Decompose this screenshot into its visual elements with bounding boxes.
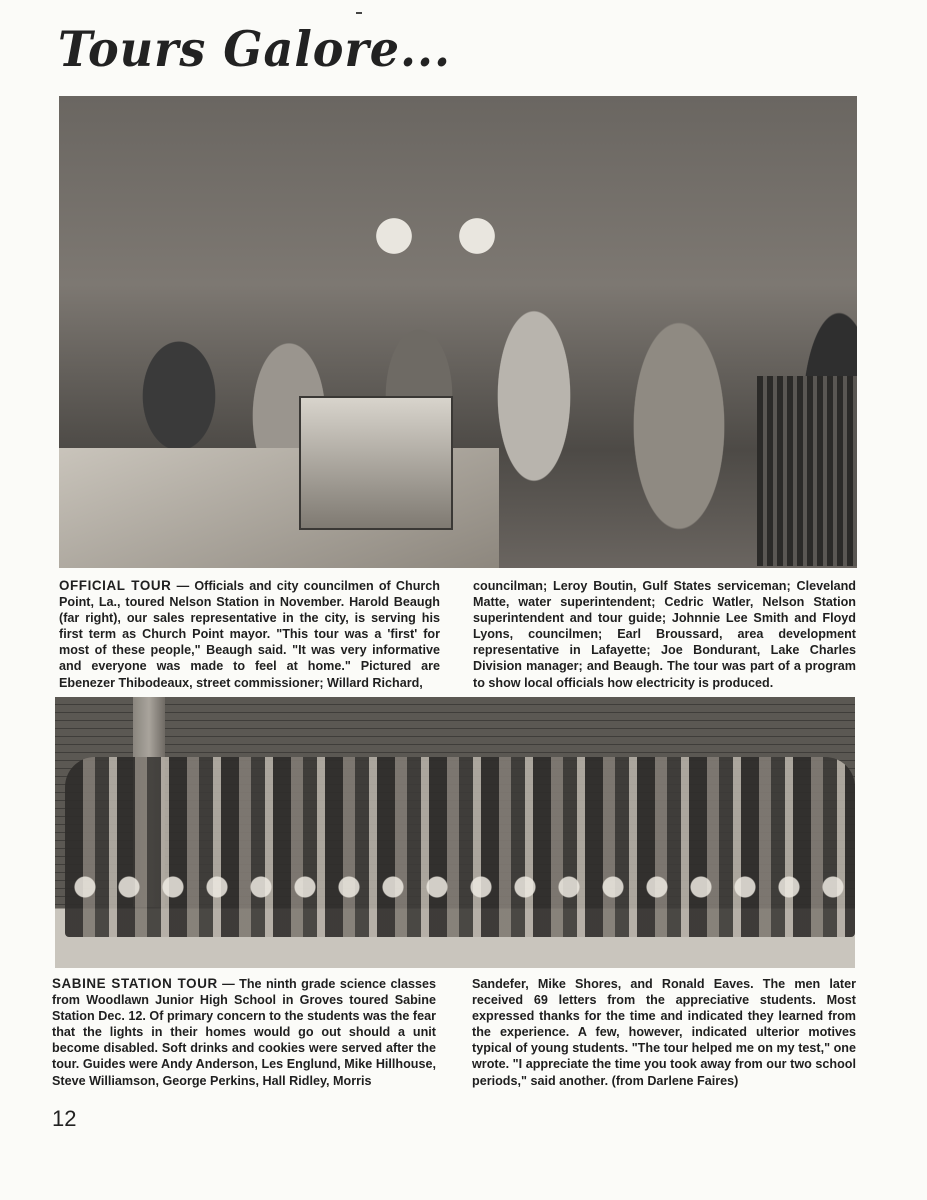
- photo-official-tour: [59, 96, 857, 568]
- caption-lead: SABINE STATION TOUR: [52, 976, 218, 991]
- caption-official-tour-left: [59, 578, 440, 691]
- page-title: Tours Galore...: [58, 20, 452, 78]
- caption-text: The ninth grade science classes from Woodlawn Junior High School in Groves toured Sabine Station Dec. 12. Of primary concern to the students was the fear that the lights in their homes would go out should a unit become disabled. Soft drinks and cookies were served after the tour. Guides were Andy Anderson, Les Englund, Mike Hillhouse, Steve Williamson, George Perkins, Hall Ridley, Morris: [52, 977, 436, 1088]
- page-number: 12: [52, 1106, 77, 1131]
- print-mark: [356, 12, 362, 14]
- caption-dash: —: [171, 579, 195, 593]
- photo-student-group: [65, 757, 855, 937]
- photo-control-panel: [757, 376, 857, 566]
- photo-sabine-station-tour: [55, 697, 855, 968]
- caption-sabine-tour-left: [52, 976, 436, 1089]
- caption-text: Officials and city councilmen of Church Point, La., toured Nelson Station in November. Harold Beaugh (far right), our sales representative in the city, is serving his first term as Church Point mayor. "This tour was a 'first' for most of these people," Beaugh said. "It was very informative and everyone was made to feel at home." Pictured are Ebenezer Thibodeaux, street commissioner; Willard Richard,: [59, 579, 440, 690]
- caption-official-tour-right: councilman; Leroy Boutin, Gulf States serviceman; Cleveland Matte, water superintendent; Cedric Watler, Nelson Station superintendent and tour guide; Johnnie Lee Smith and Floyd Lyons, councilmen; Earl Broussard, area development representative in Lafayette; Joe Bondurant, Lake Charles Division manager; and Beaugh. The tour was part of a program to show local officials how electricity is produced.: [473, 579, 856, 690]
- caption-dash: —: [217, 977, 240, 991]
- photo-hard-hats: [65, 867, 855, 907]
- caption-sabine-tour-right: Sandefer, Mike Shores, and Ronald Eaves. The men later received 69 letters from the appreciative students. Most expressed thanks for the time and indicated they learned from the experience. A few, however, indicated ulterior motives typical of young students. "The tour helped me on my test," one wrote. "I appreciate the time you took away from our two school periods," said another. (from Darlene Faires): [472, 977, 856, 1088]
- caption-lead: OFFICIAL TOUR: [59, 578, 172, 593]
- photo-telephone-console: [299, 396, 453, 530]
